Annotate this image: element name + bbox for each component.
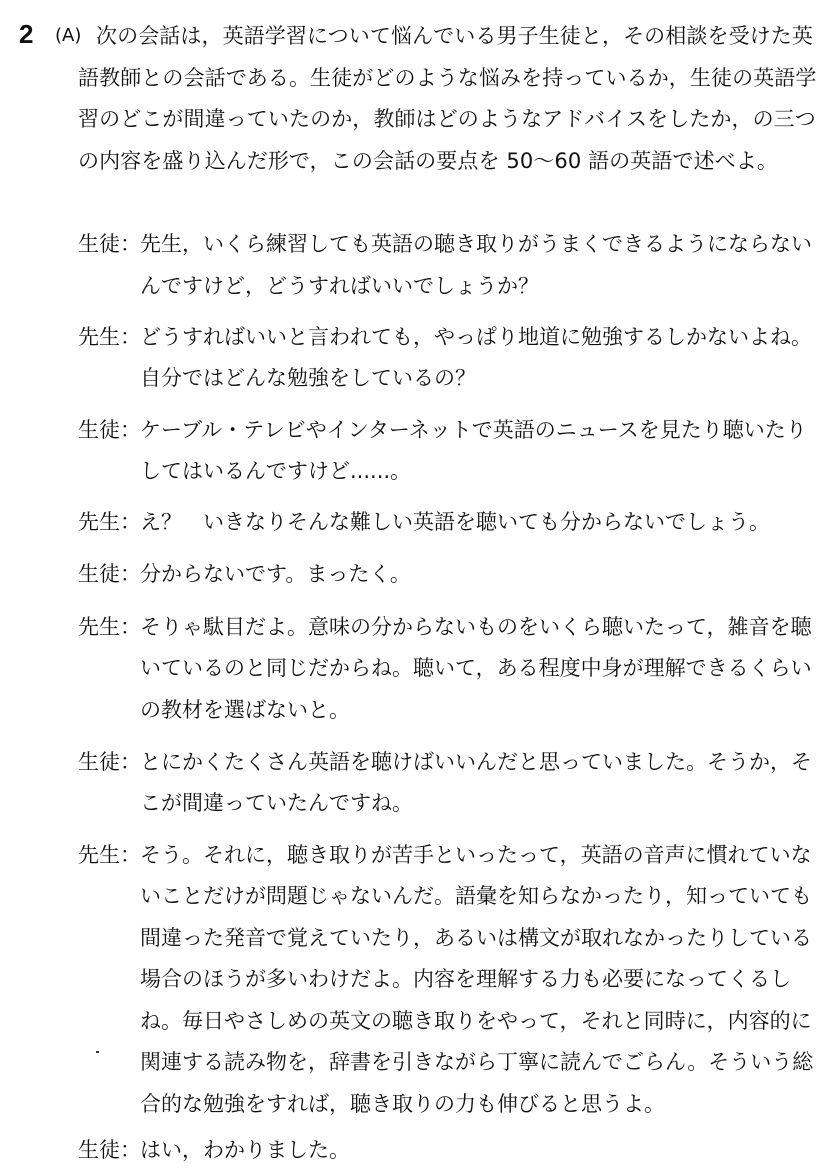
question-part-label: (A) [55,25,82,46]
dialogue-line: え？ いきなりそんな難しい英語を聴いても分からないでしょう。 [140,510,770,534]
speaker-label: 生徒： [78,750,141,774]
dialogue-line: してはいるんですけど......。 [140,459,412,483]
instruction-line: 習のどこが間違っていたのか，教師はどのようなアドバイスをしたか，の三つ [78,107,816,131]
speaker-label: 先生： [78,615,141,639]
dialogue-line: 間違った発音で覚えていたり，あるいは構文が取れなかったりしている [140,926,812,950]
dialogue-line: はい，わかりました。 [140,1138,350,1162]
instruction-line: の内容を盛り込んだ形で，この会話の要点を 50～60 語の英語で述べよ。 [78,149,778,173]
speaker-label: 先生： [78,843,141,867]
dialogue-line: 合的な勉強をすれば，聴き取りの力も伸びると思うよ。 [140,1092,665,1116]
dialogue-line: 場合のほうが多いわけだよ。内容を理解する力も必要になってくるし [140,967,791,991]
dialogue-line: そりゃ駄目だよ。意味の分からないものをいくら聴いたって，雑音を聴 [140,615,812,639]
dialogue-line: とにかくたくさん英語を聴けばいいんだと思っていました。そうか，そ [140,750,812,774]
dialogue-line: 関連する読み物を，辞書を引きながら丁寧に読んでごらん。そういう総 [140,1050,814,1074]
question-number: 2 [19,19,34,49]
dialogue-line: そう。それに，聴き取りが苦手といったって，英語の音声に慣れていな [140,843,812,867]
dialogue-line: 先生，いくら練習しても英語の聴き取りがうまくできるようにならない [140,232,812,256]
dialogue-line: ね。毎日やさしめの英文の聴き取りをやって，それと同時に，内容的に [140,1009,812,1033]
speaker-label: 生徒： [78,1138,141,1162]
dialogue-line: こが間違っていたんですね。 [140,791,413,815]
scan-artifact-mark [96,1051,99,1053]
speaker-label: 生徒： [78,562,141,586]
speaker-label: 生徒： [78,418,141,442]
dialogue-line: 分からないです。まったく。 [140,562,411,586]
dialogue-line: ケーブル・テレビやインターネットで英語のニュースを見たり聴いたり [140,418,807,442]
speaker-label: 先生： [78,325,141,349]
dialogue-line: どうすればいいと言われても，やっぱり地道に勉強するしかないよね。 [140,325,812,349]
dialogue-line: いことだけが問題じゃないんだ。語彙を知らなかったり，知っていても [140,884,812,908]
dialogue-line: んですけど，どうすればいいでしょうか？ [140,274,539,298]
instruction-line: 次の会話は，英語学習について悩んでいる男子生徒と，その相談を受けた英 [96,24,813,48]
instruction-line: 語教師との会話である。生徒がどのような悩みを持っているか，生徒の英語学 [78,66,817,90]
dialogue-line: 自分ではどんな勉強をしているの？ [140,366,476,390]
speaker-label: 生徒： [78,232,141,256]
dialogue-line: いているのと同じだからね。聴いて，ある程度中身が理解できるくらい [140,656,812,680]
dialogue-line: の教材を選ばないと。 [140,698,350,722]
speaker-label: 先生： [78,510,141,534]
